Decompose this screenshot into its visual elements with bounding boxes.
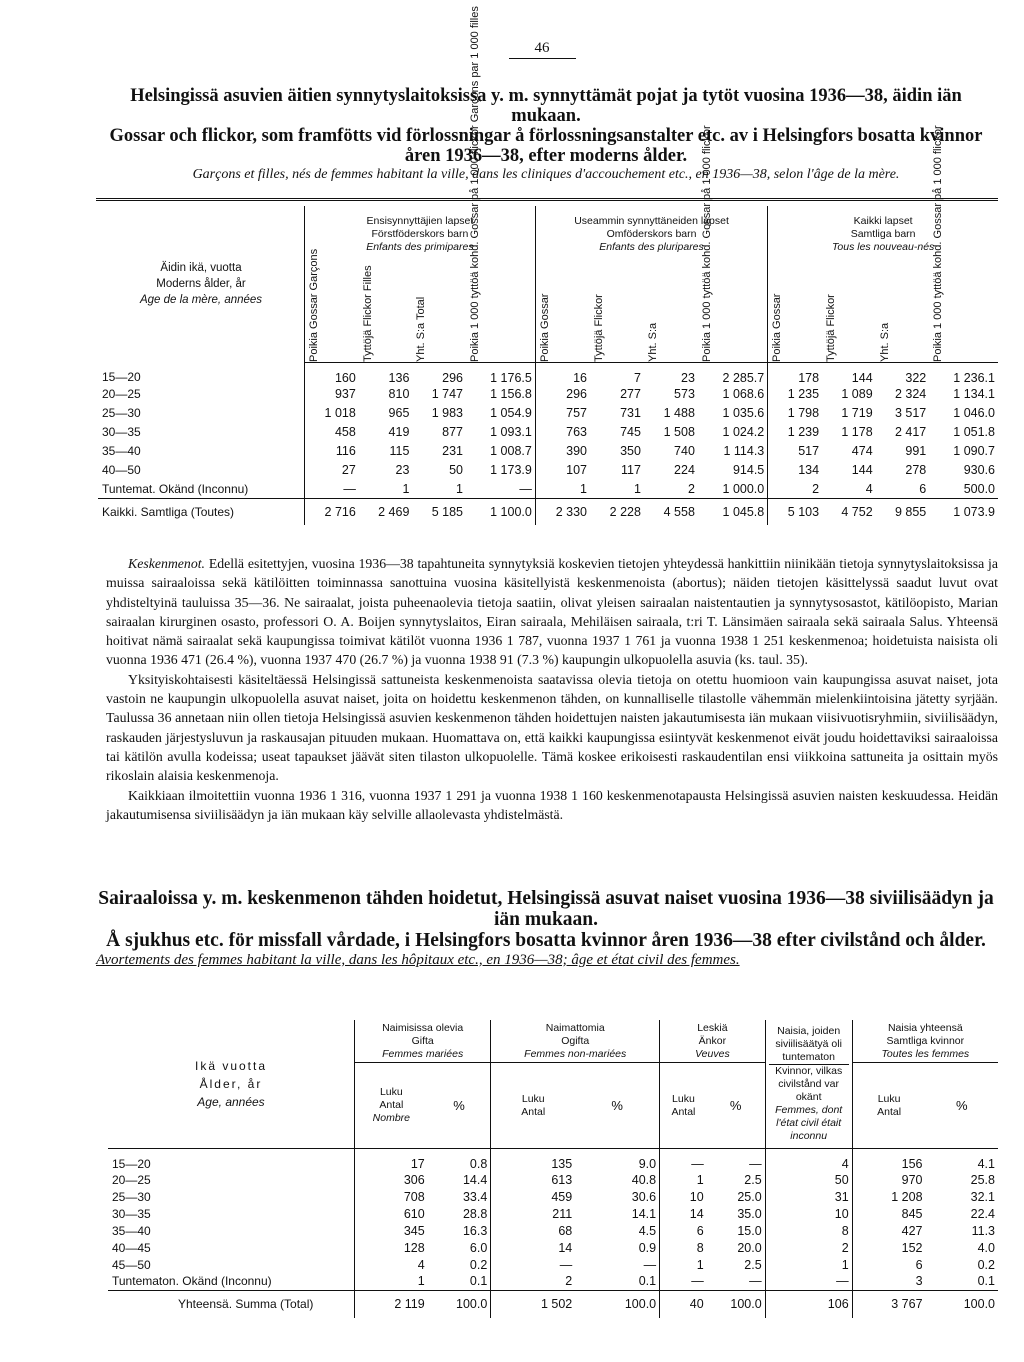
cell: 322 [905,370,927,385]
cell: 1 089 [841,387,873,401]
cell: 100.0 [926,1290,998,1318]
cell: 4.0 [977,1240,995,1255]
cell: — [749,1274,762,1289]
table1-col-header: Yht. S:a Total [412,262,466,362]
cell: 419 [388,425,410,439]
cell: — [660,1273,707,1290]
cell: 2 469 [359,499,413,525]
cell: 517 [768,442,822,461]
luku-header: Luku Antal Nombre [355,1063,428,1149]
cell: 1 719 [841,406,873,420]
table2-group-5: Naisia yhteensä Samtliga kvinnor Toutes les femmes [852,1020,998,1063]
cell: 33.4 [462,1189,488,1204]
cell: 0.2 [977,1257,995,1272]
cell: 11.3 [971,1223,995,1238]
row-label: 15—20 [102,370,141,385]
table2-title [96,888,996,969]
cell: 1 073.9 [929,499,998,525]
cell: 845 [852,1205,925,1222]
table1-col-header: Poikia Gossar [535,262,590,362]
cell: 459 [491,1188,575,1205]
table2-group-4: Naisia, joiden siviilisäätyä oli tuntematon Kvinnor, vilkas civilstånd var okänt Femmes, dont l'état civil était inconnu [765,1020,852,1149]
cell: 474 [851,444,873,458]
cell: 1 [634,481,641,496]
cell: 500.0 [963,481,995,496]
cell: 106 [765,1290,852,1318]
cell: 1 [355,1273,428,1290]
cell: 1 046.0 [953,406,995,420]
luku-header: Luku Antal [491,1063,575,1149]
cell: 16 [535,362,590,385]
cell: 914.5 [732,463,765,477]
percent-header: % [453,1098,465,1113]
cell: 1 018 [305,404,359,423]
cell: 745 [620,425,641,439]
row-label: 15—20 [108,1149,355,1172]
paragraph-3: Kaikkiaan ilmoitettiin vuonna 1936 1 316, vuonna 1937 1 291 ja vuonna 1938 1 160 keskenmenotapausta Helsingissä asuvien naisten keskuudessa. Heidän jakautumisensa siviilisäädyn ja iän mukaan käy selville allaolevasta yhdistelmästä. [106,787,998,822]
cell: 6.0 [469,1240,488,1255]
cell: 5 185 [412,499,466,525]
cell: 0.2 [469,1257,488,1272]
cell: 100.0 [575,1290,659,1318]
cell: 31 [765,1188,852,1205]
cell: 573 [674,387,695,401]
row-label: 35—40 [112,1223,151,1238]
total-row [98,499,998,525]
row-label: Yhteensä. Summa (Total) [108,1290,355,1318]
cell: 0.1 [977,1274,995,1289]
cell: 156 [852,1149,925,1172]
table-row [98,461,998,480]
cell: 1 156.8 [490,387,532,401]
cell: 224 [674,463,695,477]
cell: 40.8 [631,1172,657,1187]
table-row [108,1222,998,1239]
cell: 1 024.2 [722,425,765,439]
table2-title-fi: Sairaaloissa y. m. keskenmenon tähden hoidetut, Helsingissä asuvat naiset vuosina 1936—38 siviilisäädyn ja iän mukaan. [98,888,994,930]
cell: 1 035.6 [722,406,765,420]
row-label: Tuntematon. Okänd (Inconnu) [112,1274,272,1289]
cell: 32.1 [970,1189,995,1204]
cell: 1 [660,1256,707,1273]
row-label: 45—50 [112,1257,151,1272]
cell: 277 [620,387,641,401]
cell: 0.8 [428,1149,491,1172]
table2-row-header: Ikä vuotta Ålder, år Age, années [194,1059,268,1109]
cell: 115 [389,444,410,458]
cell: 937 [305,385,359,404]
table1-col-header: Poikia 1 000 tyttöä kohd. Gossar på 1 000 flickor Garçons par 1 000 filles [466,262,535,362]
cell: 296 [442,370,463,385]
cell: 9 855 [876,499,930,525]
cell: 1 239 [768,423,822,442]
cell: 1 054.9 [490,406,532,420]
cell: 1 235 [768,385,822,404]
luku-header: Luku Antal [852,1063,925,1149]
cell: 2 330 [535,499,590,525]
cell: 810 [388,387,410,401]
cell: 23 [681,370,695,385]
cell: 763 [535,423,590,442]
table-row [108,1273,998,1290]
cell: 50 [765,1171,852,1188]
cell: 3 517 [894,406,927,420]
row-label: 40—45 [112,1240,151,1255]
cell: 10 [765,1205,852,1222]
table2-group-3: Leskiä Änkor Veuves [660,1020,766,1063]
cell: 4 [355,1256,428,1273]
table-row [108,1171,998,1188]
cell: 5 103 [768,499,822,525]
cell: 345 [355,1222,428,1239]
table-row [98,423,998,442]
cell: 1 208 [852,1188,925,1205]
cell: 160 [305,362,359,385]
cell: 40 [660,1290,707,1318]
cell: — [643,1257,657,1272]
cell: 50 [449,463,463,477]
row-label: 20—25 [112,1172,151,1187]
table1-col-header: Yht. S:a [876,262,930,362]
cell: 278 [905,463,927,477]
cell: 2.5 [744,1257,762,1272]
table1-group-2: Useammin synnyttäneiden lapset Omföderskors barn Enfants des pluripares [535,206,767,262]
cell: — [765,1273,852,1290]
cell: 610 [355,1205,428,1222]
cell: 1 176.5 [490,370,532,385]
cell: 14.4 [462,1172,488,1187]
table-row [108,1149,998,1172]
cell: 2 417 [894,425,927,439]
cell: — [491,1256,575,1273]
table1-group-1: Ensisynnyttäjien lapset Förstföderskors barn Enfants des primipares [305,206,536,262]
table-row [98,385,998,404]
row-label: 25—30 [112,1189,151,1204]
cell: 740 [674,444,695,458]
row-label: 40—50 [102,463,141,477]
table-row [98,362,998,385]
cell: 2 716 [305,499,359,525]
cell: 965 [388,406,410,420]
table2-group-1: Naimisissa olevia Gifta Femmes mariées [355,1020,491,1063]
cell: 117 [621,463,641,477]
cell: — [660,1149,707,1172]
body-text [106,554,998,824]
cell: 427 [852,1222,925,1239]
cell: 116 [305,442,359,461]
table-row [108,1239,998,1256]
cell: 2 [768,480,822,499]
cell: 10 [660,1188,707,1205]
cell: 17 [355,1149,428,1172]
row-label: 30—35 [102,425,141,439]
table1-col-header: Yht. S:a [644,262,698,362]
table-row [98,480,998,499]
cell: 708 [355,1188,428,1205]
cell: 1 090.7 [953,444,995,458]
cell: 1 [660,1171,707,1188]
cell: 8 [660,1239,707,1256]
cell: 107 [535,461,590,480]
row-label: 25—30 [102,406,141,420]
cell: 4.1 [926,1149,998,1172]
table1-col-header: Tyttöjä Flickor [822,262,876,362]
cell: — [707,1149,765,1172]
cell: 1 051.8 [953,425,995,439]
cell: 14.1 [631,1206,657,1221]
cell: 1 173.9 [490,463,532,477]
cell: 8 [765,1222,852,1239]
cell: 1 093.1 [490,425,532,439]
cell: 100.0 [428,1290,491,1318]
cell: 1 178 [841,425,873,439]
percent-header: % [955,1098,968,1113]
cell: 20.0 [737,1240,762,1255]
total-row [108,1290,998,1318]
cell: 1 114.3 [723,444,765,458]
cell: 757 [535,404,590,423]
cell: 144 [851,463,873,477]
cell: 1 488 [663,406,695,420]
table2-title-fr: Avortements des femmes habitant la ville, dans les hôpitaux etc., en 1936—38; âge et état civil des femmes. [96,952,740,968]
cell: 16.3 [462,1223,488,1238]
cell: 1 [402,481,410,496]
cell: 211 [491,1205,575,1222]
row-label: 35—40 [102,444,141,458]
cell: 1 747 [431,387,463,401]
cell: 350 [620,444,641,458]
cell: 68 [491,1222,575,1239]
cell: 2 [491,1273,575,1290]
cell: 7 [634,370,641,385]
cell: 1 [456,481,463,496]
cell: 28.8 [462,1206,488,1221]
cell: 128 [355,1239,428,1256]
cell: 178 [768,362,822,385]
table1-row-header: Äidin ikä, vuotta Moderns ålder, år Age de la mère, années [139,262,263,306]
cell: 25.0 [737,1189,762,1204]
cell: 1 045.8 [698,499,768,525]
cell: 296 [535,385,590,404]
table1-title-sv: Gossar och flickor, som framfötts vid förlossningar å förlossningsanstalter etc. av i Helsingfors bosatta kvinnor åren 1936—38, efter moderns ålder. [109,126,983,166]
cell: 23 [395,463,410,477]
row-label: 30—35 [112,1206,151,1221]
cell: 2.5 [744,1172,762,1187]
cell: 4 752 [822,499,876,525]
cell: 231 [442,444,463,458]
cell: 1 000.0 [722,481,765,496]
table2 [108,1020,998,1318]
cell: 4 [865,481,873,496]
cell: 1 [535,480,590,499]
cell: 2 285.7 [722,370,765,385]
cell: 22.4 [970,1206,995,1221]
cell: 1 983 [431,406,463,420]
cell: 1 502 [491,1290,575,1318]
table-row [98,442,998,461]
cell: 2 [687,481,695,496]
cell: 9.0 [575,1149,659,1172]
cell: 2 228 [590,499,644,525]
table1-group-3: Kaikki lapset Samtliga barn Tous les nouveau-nés [768,206,998,262]
cell: 27 [305,461,359,480]
cell: 1 008.7 [490,444,532,458]
cell: 306 [355,1171,428,1188]
cell: 877 [442,425,463,439]
table2-group-2: Naimattomia Ogifta Femmes non-mariées [491,1020,660,1063]
cell: 134 [768,461,822,480]
table1-title-fr: Garçons et filles, nés de femmes habitant la ville, dans les cliniques d'accouchement etc., en 1936—38, selon l'âge de la mère. [192,167,900,182]
cell: 35.0 [737,1206,762,1221]
cell: 1 798 [768,404,822,423]
paragraph-2: Yksityiskohtaisesti käsiteltäessä Helsingissä sattuneista keskenmenoista saatavissa olevia tietoja on otettu huomioon vain kaupungissa asuvat naiset, jota vastoin ne kaupungin ulkopuolella asuvat naiset, joita on hoidettu keskenmenon tähden, on kunnalliselle tilastolle vähemmän mielenkiintoisina jätetty syrjään. Taulussa 36 annetaan niin ollen tietoja Helsingissä asuvien keskenmenon tähden hoidettujen naisten jakautumisesta iän mukaan viisivuotisryhmiin, siviilisäädyn, raskauden järjestysluvun ja raskausajan pituuden mukaan. Huomattava on, että kaikki kaupungissa esiintyvät keskenmenot eivät joudu hoidettaviksi sairaaloissa tai kätilön avulla kodeissa; useat tapaukset jäävät siten tilaston ulkopuolelle. Tämä koskee erikoisesti raskaudentilan ensi viikkoina sattuneita ja osittain myös rikoslain alaisia keskenmenoja. [106,671,998,784]
row-label: 20—25 [102,387,141,401]
cell: 1 100.0 [466,499,535,525]
cell: — [519,481,532,496]
table-row [108,1205,998,1222]
cell: 6 [852,1256,925,1273]
percent-header: % [729,1098,742,1113]
cell: 731 [620,406,641,420]
cell: 0.9 [638,1240,657,1255]
table-row [98,404,998,423]
cell: 613 [491,1171,575,1188]
cell: 2 119 [355,1290,428,1318]
cell: 6 [660,1222,707,1239]
cell: 0.1 [638,1274,657,1289]
cell: 14 [491,1239,575,1256]
cell: 152 [852,1239,925,1256]
page-number: 46 [0,40,1024,59]
cell: 14 [660,1205,707,1222]
cell: 1 [765,1256,852,1273]
table1-top-rule [96,198,998,201]
cell: 25.8 [970,1172,995,1187]
table1-col-header: Poikia 1 000 tyttöä kohd. Gossar på 1 000 flickor [698,262,768,362]
cell: 135 [491,1149,575,1172]
table1-col-header: Tyttöjä Flickor Filles [359,262,413,362]
table-row [108,1188,998,1205]
table1-title [96,86,996,183]
cell: 2 324 [894,387,927,401]
paragraph-heading: Keskenmenot. [128,556,206,571]
cell: 991 [905,444,927,458]
cell: 4 558 [644,499,698,525]
cell: 2 [765,1239,852,1256]
table-row [108,1256,998,1273]
cell: 1 508 [663,425,695,439]
row-label: Kaikki. Samtliga (Toutes) [98,499,305,525]
cell: 4.5 [638,1223,657,1238]
cell: 30.6 [631,1189,657,1204]
cell: 100.0 [707,1290,765,1318]
table1-col-header: Poikia Gossar Garçons [305,262,359,362]
table1-col-header: Tyttöjä Flickor [590,262,644,362]
cell: 144 [851,370,873,385]
luku-header: Luku Antal [660,1063,707,1149]
table1-col-header: Poikia Gossar [768,262,822,362]
cell: 15.0 [737,1223,762,1238]
cell: 1 134.1 [953,387,995,401]
table2-title-sv: Å sjukhus etc. för missfall vårdade, i Helsingfors bosatta kvinnor åren 1936—38 efter civilstånd och ålder. [106,930,986,951]
row-label: Tuntemat. Okänd (Inconnu) [102,481,249,496]
cell: 3 767 [852,1290,925,1318]
cell: 930.6 [963,463,995,477]
cell: 4 [765,1149,852,1172]
cell: 6 [919,481,927,496]
cell: 1 236.1 [953,370,995,385]
table1-col-header: Poikia 1 000 tyttöä kohd. Gossar på 1 000 flickor [929,262,998,362]
cell: 1 068.6 [722,387,765,401]
table1-title-fi: Helsingissä asuvien äitien synnytyslaitoksissa y. m. synnyttämät pojat ja tytöt vuosina 1936—38, äidin iän mukaan. [130,86,962,126]
cell: 0.1 [469,1274,488,1289]
percent-header: % [611,1098,623,1113]
cell: 390 [535,442,590,461]
cell: 136 [388,370,410,385]
cell: 458 [305,423,359,442]
cell: 3 [852,1273,925,1290]
paragraph-1: Edellä esitettyjen, vuosina 1936—38 tapahtuneita synnytyksiä koskevien tietojen yhteydessä hankittiin niinikään tietoja synnytyslaitoksissa ja muissa sairaaloissa sekä kätilöitten toiminnassa sanottuina vuosina käsitellyistä keskenmenoista (abortus); näiden tietojen käsittelyssä saadut luvut ovat yhdisteltyinä tauluissa 35—36. Ne sairaalat, joista puheenaolevia tietoja saatiin, olivat yleisen sairaalan naistentautien ja synnytysosastot, kätilöopisto, Marian sairaalan kirurginen osasto, professori O. A. Boijen synnytyslaitos, Eiran sairaala, Mehiläisen sairaala, t:ri T. Länsimäen sairaala sekä sairaala Salus. Yhteensä hoitivat nämä sairaalat sekä kaupungissa toimivat kätilöt vuonna 1936 1 787, vuonna 1937 1 761 ja vuonna 1938 1 251 keskenmenoa; hoidetuista naisista oli vuonna 1936 471 (26.4 %), vuonna 1937 470 (26.7 %) ja vuonna 1938 91 (7.3 %) kaupungin ulkopuolella asuvia (ks. taul. 35). [106,556,998,668]
cell: 970 [852,1171,925,1188]
cell: — [305,480,359,499]
